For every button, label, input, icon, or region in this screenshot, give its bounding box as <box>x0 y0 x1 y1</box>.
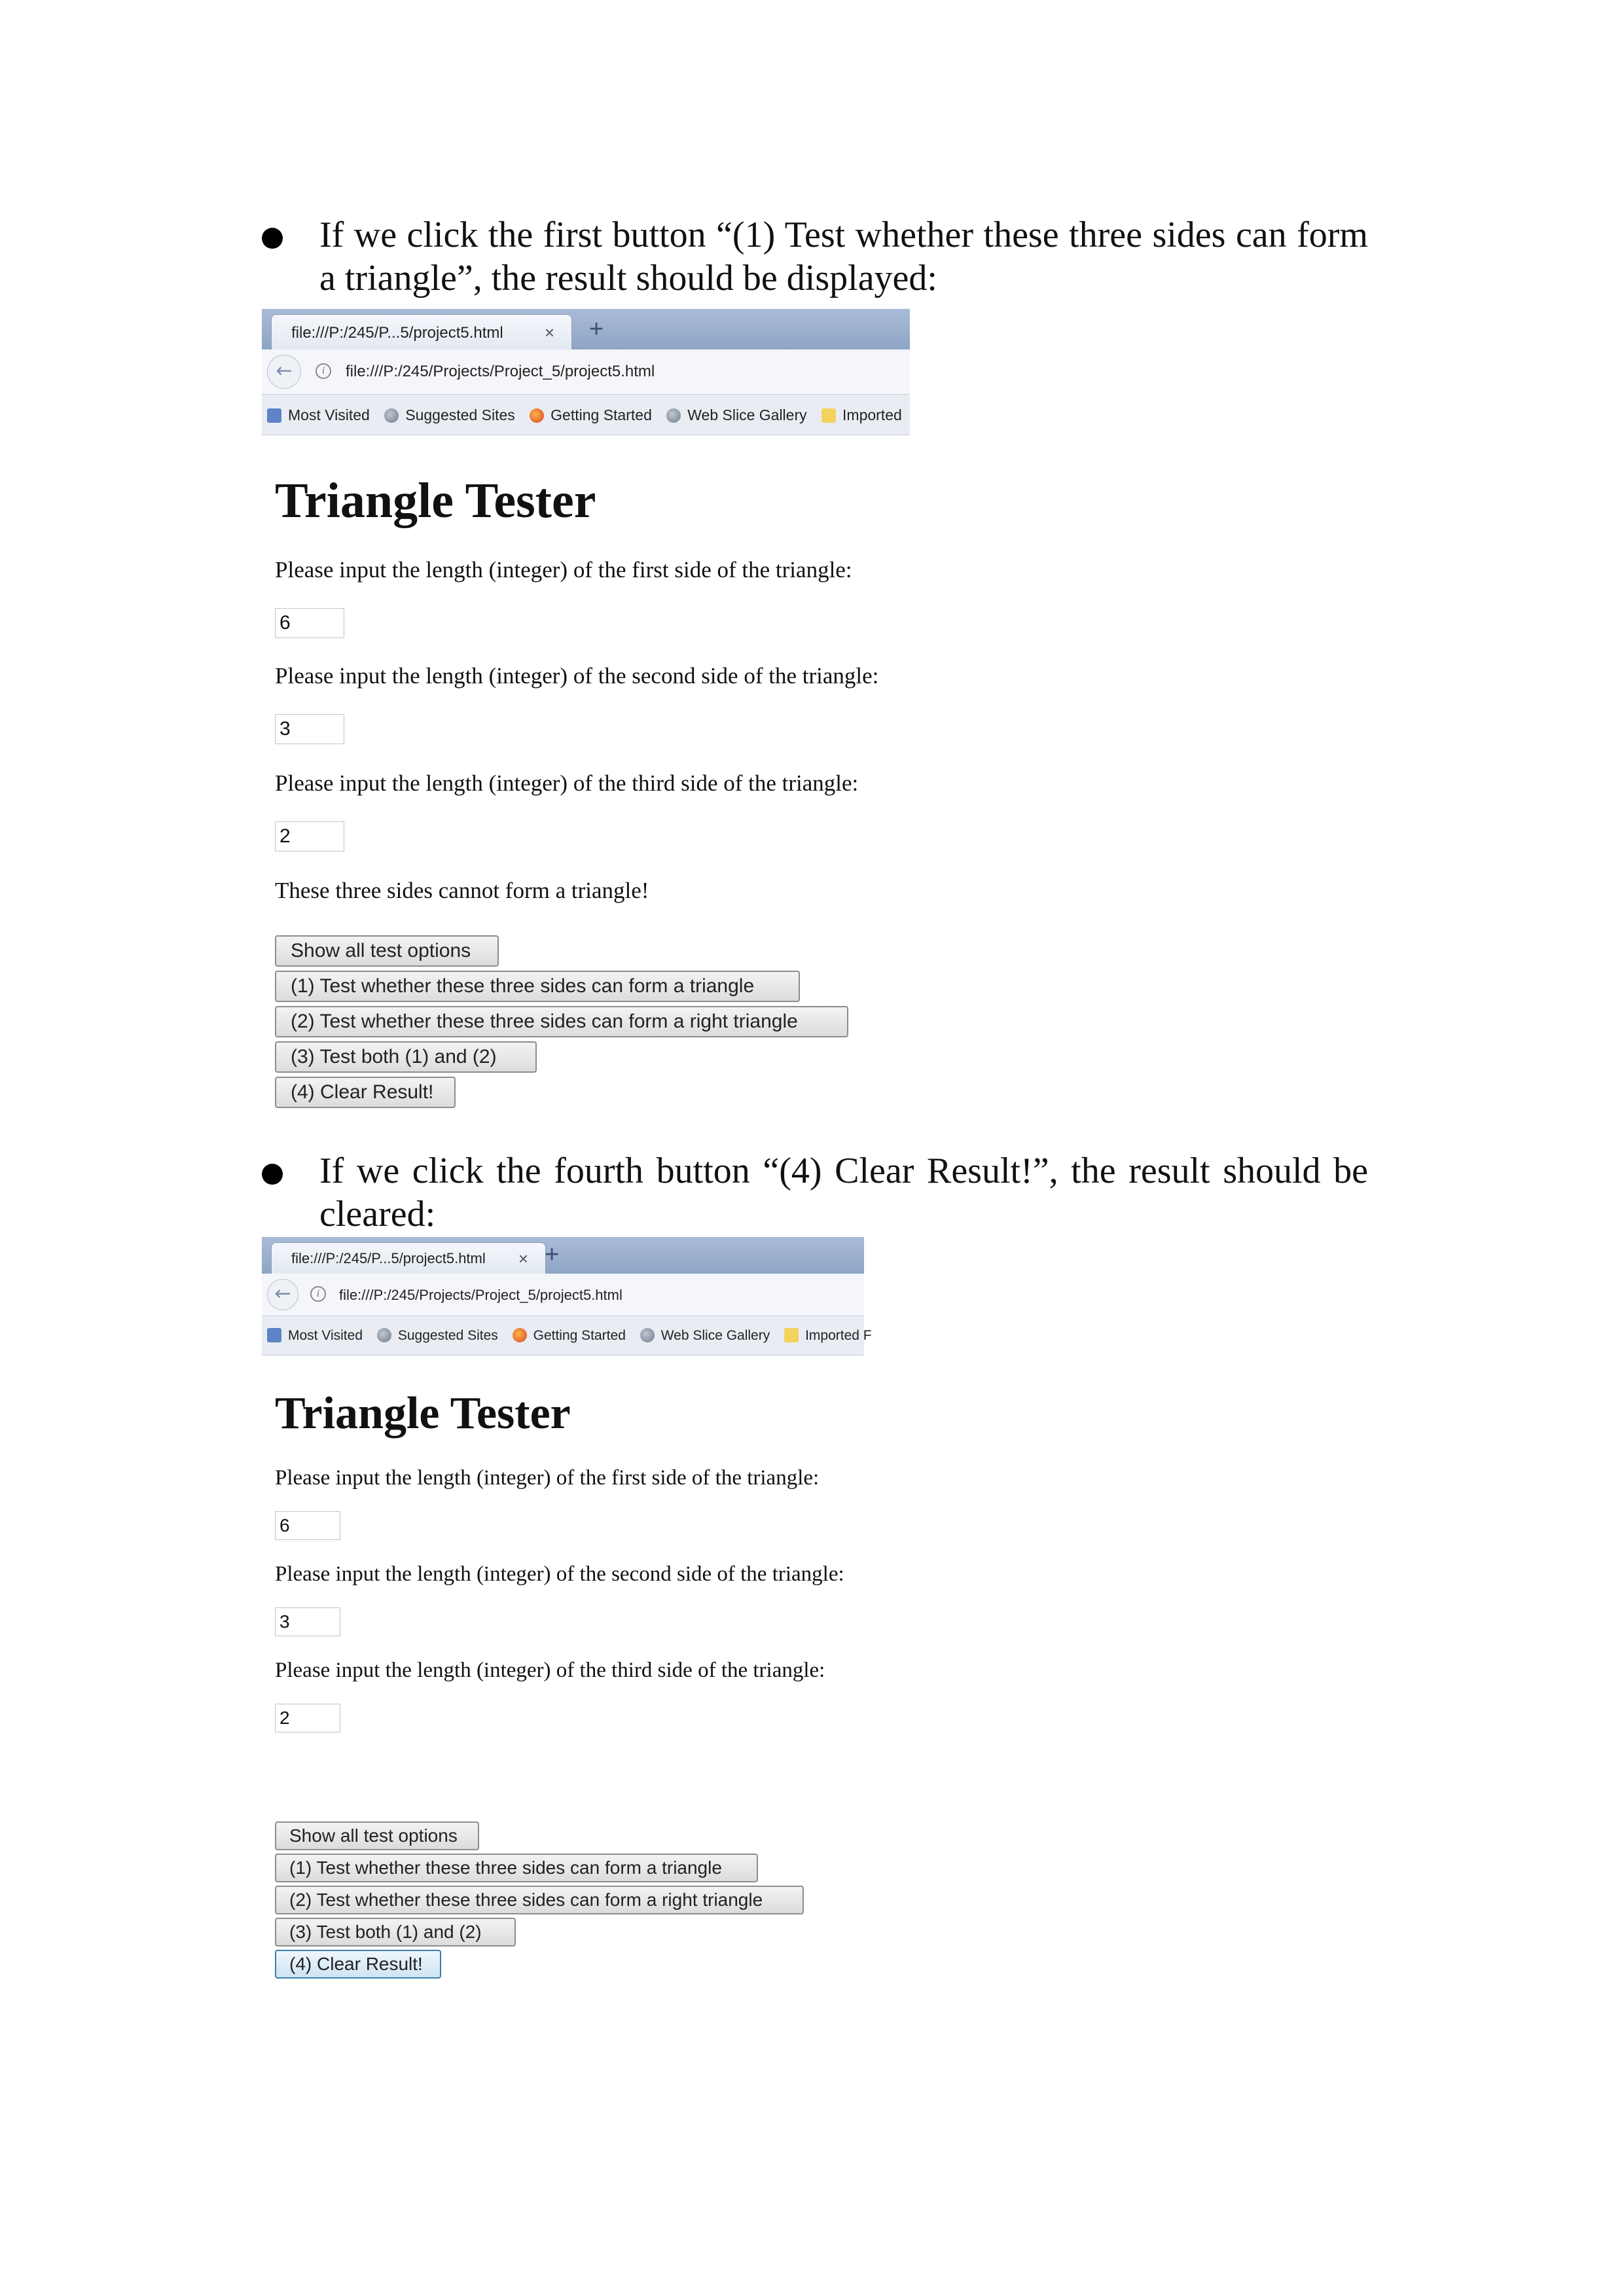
show-all-options-button[interactable]: Show all test options <box>275 1821 479 1850</box>
screenshot-result-cleared <box>262 1237 872 1983</box>
bookmark-most-visited[interactable] <box>267 1316 363 1355</box>
screenshot-result-shown <box>262 309 910 1127</box>
second-side-input[interactable]: 3 <box>275 1607 340 1636</box>
prompt-first-side: Please input the length (integer) of the first side of the triangle: <box>275 1466 820 1490</box>
page-title: Triangle Tester <box>275 1388 571 1439</box>
clear-result-button[interactable]: (4) Clear Result! <box>275 1950 441 1979</box>
page-title: Triangle Tester <box>275 473 596 528</box>
address-bar[interactable] <box>262 350 910 395</box>
folder-icon <box>821 408 836 423</box>
bookmark-suggested-sites[interactable] <box>377 1316 498 1355</box>
bookmark-label: Suggested Sites <box>405 406 515 423</box>
bookmark-star-icon <box>267 1328 281 1342</box>
bookmark-most-visited[interactable] <box>267 395 370 435</box>
bullet-dot <box>262 228 283 249</box>
bookmark-web-slice-gallery[interactable] <box>640 1316 770 1355</box>
page-content <box>275 1388 857 1979</box>
prompt-first-side: Please input the length (integer) of the first side of the triangle: <box>275 557 852 583</box>
bookmark-label: Suggested Sites <box>397 1328 498 1343</box>
globe-icon <box>384 408 399 423</box>
folder-icon <box>784 1328 799 1342</box>
test-both-button[interactable]: (3) Test both (1) and (2) <box>275 1041 537 1073</box>
bookmarks-bar <box>262 1316 872 1355</box>
clear-result-button[interactable]: (4) Clear Result! <box>275 1077 456 1108</box>
bookmark-getting-started[interactable] <box>530 395 652 435</box>
tab-title: file:///P:/245/P...5/project5.html <box>291 1250 486 1266</box>
bookmark-label: Web Slice Gallery <box>687 406 807 423</box>
bookmark-star-icon <box>267 408 281 423</box>
bookmark-imported[interactable] <box>821 395 902 435</box>
second-side-input[interactable]: 3 <box>275 714 344 744</box>
address-bar[interactable] <box>262 1274 864 1316</box>
firefox-icon <box>513 1328 527 1342</box>
url-text[interactable]: file:///P:/245/Projects/Project_5/project5.html <box>339 1287 623 1303</box>
instruction-2 <box>262 1149 1368 1236</box>
new-tab-icon[interactable]: + <box>589 315 604 343</box>
bullet-dot <box>262 1164 283 1185</box>
third-side-input[interactable]: 2 <box>275 1704 340 1732</box>
tab-bar <box>262 309 910 350</box>
bookmark-label: Getting Started <box>533 1328 626 1343</box>
globe-icon <box>377 1328 391 1342</box>
bookmark-suggested-sites[interactable] <box>384 395 515 435</box>
globe-icon <box>666 408 681 423</box>
test-triangle-button[interactable]: (1) Test whether these three sides can form a triangle <box>275 1854 758 1882</box>
result-message <box>275 1752 857 1781</box>
url-text[interactable]: file:///P:/245/Projects/Project_5/project5.html <box>346 363 655 380</box>
tab-bar <box>262 1237 864 1274</box>
first-side-input[interactable]: 6 <box>275 1511 340 1540</box>
info-icon[interactable]: i <box>310 1286 326 1302</box>
instruction-1 <box>262 213 1368 300</box>
prompt-third-side: Please input the length (integer) of the third side of the triangle: <box>275 1659 825 1682</box>
test-right-triangle-button[interactable]: (2) Test whether these three sides can form a right triangle <box>275 1886 804 1914</box>
globe-icon <box>640 1328 655 1342</box>
button-group <box>275 935 903 1108</box>
bookmark-label: Most Visited <box>288 406 370 423</box>
test-triangle-button[interactable]: (1) Test whether these three sides can form a triangle <box>275 971 800 1002</box>
test-both-button[interactable]: (3) Test both (1) and (2) <box>275 1918 516 1946</box>
bookmark-imported[interactable] <box>784 1316 872 1355</box>
bookmark-label: Web Slice Gallery <box>660 1328 770 1343</box>
button-group <box>275 1821 857 1979</box>
show-all-options-button[interactable]: Show all test options <box>275 935 499 967</box>
third-side-input[interactable]: 2 <box>275 821 344 852</box>
bookmark-label: Most Visited <box>288 1328 363 1343</box>
instruction-text: If we click the first button “(1) Test whether these three sides can form a triangle”, the result should be displayed: <box>319 215 1368 298</box>
result-message: These three sides cannot form a triangle! <box>275 878 649 903</box>
first-side-input[interactable]: 6 <box>275 608 344 638</box>
bookmark-getting-started[interactable] <box>513 1316 626 1355</box>
bookmark-web-slice-gallery[interactable] <box>666 395 806 435</box>
browser-chrome <box>262 1237 872 1355</box>
prompt-second-side: Please input the length (integer) of the second side of the triangle: <box>275 1562 844 1586</box>
prompt-second-side: Please input the length (integer) of the second side of the triangle: <box>275 663 879 689</box>
back-arrow-icon[interactable]: ← <box>267 355 301 389</box>
browser-chrome <box>262 309 910 437</box>
instruction-text: If we click the fourth button “(4) Clear Result!”, the result should be cleared: <box>319 1151 1368 1234</box>
info-icon[interactable]: i <box>316 363 331 379</box>
test-right-triangle-button[interactable]: (2) Test whether these three sides can form a right triangle <box>275 1006 848 1037</box>
bookmark-label: Imported F <box>805 1328 872 1343</box>
bookmark-label: Getting Started <box>550 406 652 423</box>
browser-tab[interactable] <box>271 314 572 350</box>
firefox-icon <box>530 408 544 423</box>
prompt-third-side: Please input the length (integer) of the third side of the triangle: <box>275 770 859 796</box>
new-tab-icon[interactable]: + <box>545 1241 560 1268</box>
page-content <box>275 473 903 1108</box>
close-icon[interactable]: × <box>518 1249 528 1268</box>
tab-title: file:///P:/245/P...5/project5.html <box>291 324 503 342</box>
back-arrow-icon[interactable]: ← <box>267 1279 298 1310</box>
bookmark-label: Imported <box>842 406 902 423</box>
browser-tab[interactable] <box>271 1242 546 1274</box>
close-icon[interactable]: × <box>544 323 554 342</box>
bookmarks-bar <box>262 395 910 435</box>
